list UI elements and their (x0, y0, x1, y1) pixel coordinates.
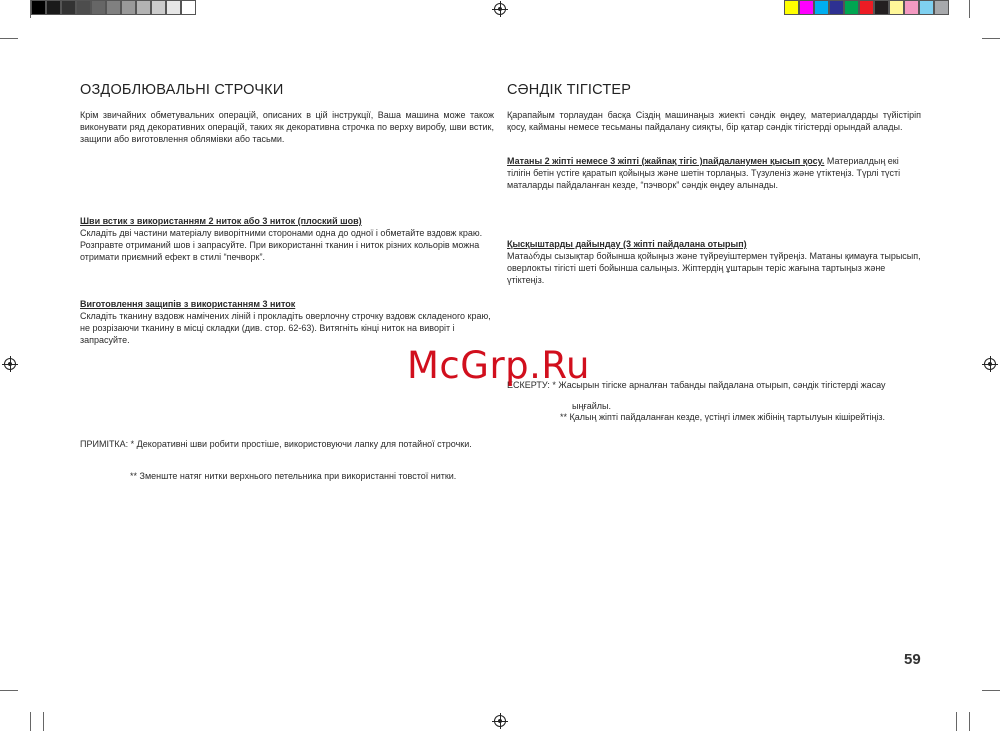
crop-mark (982, 690, 1000, 691)
left-section1-heading: Шви встик з використанням 2 ниток або 3 ниток (плоский шов) (80, 216, 362, 226)
color-swatch (799, 0, 814, 15)
gray-swatch (31, 0, 46, 15)
gray-swatch (121, 0, 136, 15)
gray-swatch (136, 0, 151, 15)
grayscale-calibration-bar (31, 0, 196, 16)
right-section2-heading: Қысқыштарды дайындау (3 жіпті пайдалана отырып) (507, 239, 747, 249)
color-swatch (904, 0, 919, 15)
crop-mark (43, 712, 44, 731)
left-section1-text: Складіть дві частини матеріалу виворітними сторонами одна до одної і обметайте вздовж краю. Розправте отриманий шов і запрасуйте. При використанні тканин і ниток різних кольорів можна отримати приємний ефект в стилі “печворк”. (80, 228, 483, 262)
color-calibration-bar (784, 0, 949, 16)
crop-mark (982, 38, 1000, 39)
gray-swatch (91, 0, 106, 15)
right-section1-text: Материалдың екі тілігін бетін үстіге қаратып қойыңыз және шетін торлаңыз. Түзуленіз және үтіктеңіз. Түрлі түсті маталарды пайдаланған кезде, “пэчворк” сәндік өңдеу алынады. (507, 156, 901, 190)
left-section2-heading: Виготовлення защипів з використанням 3 ниток (80, 299, 296, 309)
right-note-1a: ЕСКЕРТУ: * Жасырын тігіске арналған табанды пайдалана отырып, сәндік тігістерді жасау (507, 380, 886, 390)
gray-swatch (46, 0, 61, 15)
right-note-1b: ыңғайлы. (572, 401, 611, 411)
crop-mark (30, 0, 31, 18)
gray-swatch (181, 0, 196, 15)
crop-mark (969, 0, 970, 18)
watermark-logo: McGrp.Ru (407, 344, 590, 387)
gray-swatch (166, 0, 181, 15)
left-intro-paragraph: Крім звичайних обметувальних операцій, описаних в цій інструкції, Ваша машина може також виконувати ряд декоративних операцій, таких як декоративна строчка по верху виробу, шви встик, защипи або виготовлення облямівки або тасьми. (80, 110, 494, 144)
color-swatch (784, 0, 799, 15)
crop-mark (956, 712, 957, 731)
registration-mark-icon (494, 715, 506, 727)
color-swatch (844, 0, 859, 15)
color-swatch (814, 0, 829, 15)
right-section2-text: Матаარды сызықтар бойынша қойыңыз және түйреуіштермен түйреңіз. Матаны қимауға тырысып, оверлокты тігісті шеті бойынша салыңыз. Жіптердің ұштарын теріс жағына тартыңыз және үтіктеңіз. (507, 251, 921, 285)
color-swatch (919, 0, 934, 15)
left-note-1: ПРИМІТКА: * Декоративні шви робити простіше, використовуючи лапку для потайної строчки. (80, 439, 472, 449)
left-note-2: ** Зменште натяг нитки верхнього петельника при використанні товстої нитки. (130, 471, 457, 481)
color-swatch (934, 0, 949, 15)
left-section2-text: Складіть тканину вздовж намічених ліній і прокладіть оверлочну строчку вздовж складеного краю, не розрізаючи тканину в місці складки (див. стор. 62-63). Витягніть кінці ниток на виворіт і запрасуйте. (80, 311, 491, 345)
gray-swatch (151, 0, 166, 15)
crop-mark (30, 712, 31, 731)
right-page-title: СӘНДІК ТІГІСТЕР (507, 82, 632, 98)
right-note-2: ** Қалың жіпті пайдаланған кезде, үстіңгі ілмек жібінің тартылуын кішірейтіңіз. (560, 412, 886, 422)
left-section-pintucks (80, 298, 494, 346)
color-swatch (889, 0, 904, 15)
color-swatch (874, 0, 889, 15)
right-section-pintucks (507, 238, 921, 286)
registration-mark-icon (4, 358, 16, 370)
registration-mark-icon (494, 3, 506, 15)
registration-mark-icon (984, 358, 996, 370)
right-section1-heading: Матаны 2 жіпті немесе 3 жіпті (жайпақ тігіс )пайдаланумен қысып қосу. (507, 156, 825, 166)
gray-swatch (61, 0, 76, 15)
left-section-stitch-joins (80, 215, 494, 263)
crop-mark (0, 38, 18, 39)
color-swatch (829, 0, 844, 15)
color-swatch (859, 0, 874, 15)
gray-swatch (76, 0, 91, 15)
right-section-join-fabric (507, 155, 921, 191)
crop-mark (0, 690, 18, 691)
crop-mark (969, 712, 970, 731)
right-intro-paragraph: Қарапайым торлаудан басқа Сіздің машинаңыз жиекті сәндік өңдеу, материалдарды түйістіріп қосу, кайманы немесе тесьманы пайдалану сияқты, бір қатар сәндік тігістерді орындай алады. (507, 110, 921, 132)
left-page-title: ОЗДОБЛЮВАЛЬНІ СТРОЧКИ (80, 82, 284, 98)
gray-swatch (106, 0, 121, 15)
page-number: 59 (904, 651, 921, 668)
